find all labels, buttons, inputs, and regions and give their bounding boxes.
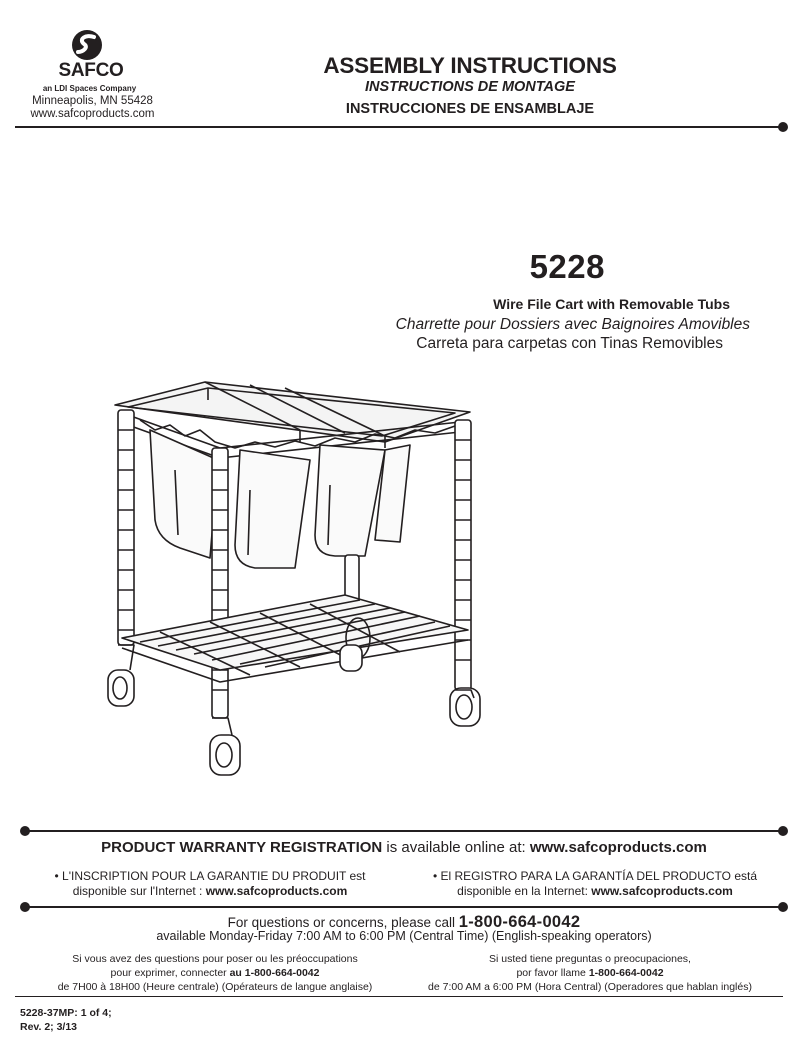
- contact-spanish-line1: Si usted tiene preguntas o preocupaciones,: [489, 953, 691, 965]
- contact-spanish-line2: [410, 966, 770, 980]
- product-name-french: Charrette pour Dossiers avec Baignoires Amovibles: [395, 316, 750, 333]
- warranty-spanish-line2: [420, 884, 770, 899]
- brand-name: SAFCO: [58, 60, 124, 81]
- product-name-english: Wire File Cart with Removable Tubs: [493, 296, 730, 312]
- header-rule: [15, 126, 783, 128]
- safco-s-icon: [70, 28, 104, 62]
- footer-rule: [15, 996, 783, 997]
- company-website: www.safcoproducts.com: [30, 108, 155, 120]
- model-number: 5228: [529, 248, 605, 285]
- brand-tagline: an LDI Spaces Company: [42, 84, 137, 93]
- company-city: Minneapolis, MN 55428: [32, 95, 153, 107]
- warranty-registration-line: [30, 839, 778, 856]
- document-footer: [20, 1006, 220, 1034]
- contact-spanish-line3: de 7:00 AM a 6:00 PM (Hora Central) (Operadores que hablan inglés): [428, 981, 752, 993]
- warranty-spanish-pre: disponible en la Internet:: [457, 884, 592, 898]
- header-rule-dot: [778, 122, 788, 132]
- warranty-french: [40, 869, 380, 899]
- contact-phone[interactable]: 1-800-664-0042: [458, 913, 581, 931]
- warranty-text: is available online at:: [382, 839, 530, 856]
- contact-french-line3: de 7H00 à 18H00 (Heure centrale) (Opérateurs de langue anglaise): [57, 981, 373, 993]
- contact-spanish-pre: por favor llame: [516, 967, 589, 979]
- warranty-rule-top: [25, 830, 783, 832]
- warranty-spanish: [420, 869, 770, 899]
- warranty-rule-dot-left: [20, 826, 30, 836]
- warranty-url[interactable]: www.safcoproducts.com: [529, 839, 707, 856]
- title-french: INSTRUCTIONS DE MONTAGE: [365, 79, 575, 95]
- contact-question: For questions or concerns, please call: [227, 915, 459, 930]
- contact-rule-dot-left: [20, 902, 30, 912]
- contact-french-pre: pour exprimer, connecter: [110, 967, 230, 979]
- footer-revision: Rev. 2; 3/13: [20, 1021, 78, 1033]
- warranty-french-line2: [40, 884, 380, 899]
- warranty-french-url[interactable]: www.safcoproducts.com: [205, 884, 348, 898]
- warranty-french-line1: • L'INSCRIPTION POUR LA GARANTIE DU PRODUIT est: [54, 869, 366, 883]
- warranty-french-pre: disponible sur l'Internet :: [72, 884, 206, 898]
- warranty-rule-dot-right: [778, 826, 788, 836]
- contact-spanish: [410, 952, 770, 994]
- title-english: ASSEMBLY INSTRUCTIONS: [323, 53, 617, 78]
- contact-spanish-phone[interactable]: 1-800-664-0042: [588, 967, 664, 979]
- title-spanish: INSTRUCCIONES DE ENSAMBLAJE: [345, 101, 595, 117]
- contact-rule-dot-right: [778, 902, 788, 912]
- contact-french-phone[interactable]: au 1-800-664-0042: [229, 967, 320, 979]
- contact-hours: available Monday-Friday 7:00 AM to 6:00 PM (Central Time) (English-speaking operators): [156, 929, 652, 943]
- contact-french-line1: Si vous avez des questions pour poser ou les préoccupations: [72, 953, 358, 965]
- warranty-spanish-url[interactable]: www.safcoproducts.com: [591, 884, 733, 898]
- warranty-heading: PRODUCT WARRANTY REGISTRATION: [101, 839, 383, 856]
- wire-file-cart-illustration: [100, 370, 500, 780]
- contact-french: [40, 952, 390, 994]
- warranty-spanish-line1: • El REGISTRO PARA LA GARANTÍA DEL PRODUCTO está: [432, 869, 758, 883]
- footer-page-info: 5228-37MP: 1 of 4;: [20, 1007, 112, 1019]
- contact-french-line2: [40, 966, 390, 980]
- contact-rule-top: [25, 906, 783, 908]
- product-name-spanish: Carreta para carpetas con Tinas Removibles: [416, 335, 723, 352]
